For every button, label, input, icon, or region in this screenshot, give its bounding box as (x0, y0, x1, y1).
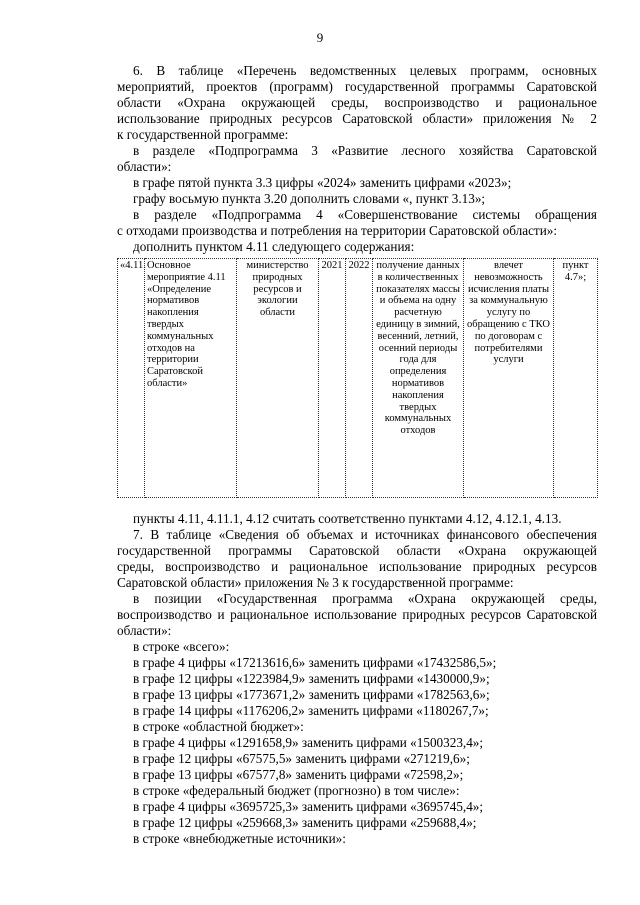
paragraph-line: в графе 4 цифры «17213616,6» заменить цифрами «17432586,5»; (133, 655, 497, 670)
paragraph-line: в разделе «Подпрограмма 4 «Совершенствование системы обращения (133, 207, 597, 222)
paragraph-line: в графе 4 цифры «3695725,3» заменить цифрами «3695745,4»; (133, 799, 484, 814)
paragraph-line: использование природных ресурсов Саратовской области» приложения № 2 (117, 111, 597, 126)
paragraph-line: в графе 12 цифры «1223984,9» заменить цифрами «1430000,9»; (133, 671, 490, 686)
paragraph-line: в строке «внебюджетные источники»: (133, 831, 346, 846)
paragraph-line: в графе 4 цифры «1291658,9» заменить цифрами «1500323,4»; (133, 735, 484, 750)
paragraph-line: воспроизводство и рациональное использование природных ресурсов Саратовской (117, 607, 597, 622)
consequence-cell: влечет невозможность исчисления платы за коммунальную услугу по обращению с ТКО по договорам с потребителями услуги (464, 259, 554, 498)
paragraph-line: в разделе «Подпрограмма 3 «Развитие лесного хозяйства Саратовской (133, 143, 597, 158)
paragraph-line: области»: (117, 159, 172, 174)
paragraph-line: государственной программы Саратовской области «Охрана окружающей (117, 543, 597, 558)
item-number-cell: «4.11. (118, 259, 145, 498)
paragraph-line: в графе 13 цифры «1773671,2» заменить цифрами «1782563,6»; (133, 687, 490, 702)
end-year-cell: 2022 (346, 259, 373, 498)
table-row (118, 259, 598, 498)
paragraph-line: пункты 4.11, 4.11.1, 4.12 считать соответственно пунктами 4.12, 4.12.1, 4.13. (133, 511, 562, 526)
paragraph-line: 7. В таблице «Сведения об объемах и источниках финансового обеспечения (133, 527, 597, 542)
paragraph-line: в строке «всего»: (133, 639, 230, 654)
executor-cell: министерство природных ресурсов и экологии области (237, 259, 319, 498)
result-cell: получение данных в количественных показателях массы и объема на одну расчетную единицу в зимний, весенний, летний, осенний периоды года для определения нормативов накопления твердых коммунальных отходов (373, 259, 464, 498)
paragraph-line: в графе 13 цифры «67577,8» заменить цифрами «72598,2»; (133, 767, 464, 782)
paragraph-line: в графе пятой пункта 3.3 цифры «2024» заменить цифрами «2023»; (133, 175, 512, 190)
program-table (117, 258, 598, 498)
paragraph-line: среды, воспроизводство и рациональное использование природных ресурсов (117, 559, 597, 574)
paragraph-line: 6. В таблице «Перечень ведомственных целевых программ, основных (133, 63, 597, 78)
measure-name-cell: Основное мероприятие 4.11 «Определение нормативов накопления твердых коммунальных отходов на территории Саратовской области» (145, 259, 237, 498)
paragraph-line: мероприятий, проектов (программ) государственной программы Саратовской (117, 79, 597, 94)
paragraph-line: области «Охрана окружающей среды, воспроизводство и рациональное (117, 95, 597, 110)
paragraph-line: в графе 12 цифры «67575,5» заменить цифрами «271219,6»; (133, 751, 470, 766)
paragraph-line: в графе 12 цифры «259668,3» заменить цифрами «259688,4»; (133, 815, 477, 830)
paragraph-line: Саратовской области» приложения № 3 к государственной программе: (117, 575, 514, 590)
paragraph-line: в графе 14 цифры «1176206,2» заменить цифрами «1180267,7»; (133, 703, 489, 718)
paragraph-line: дополнить пунктом 4.11 следующего содержания: (133, 239, 415, 254)
paragraph-line: с отходами производства и потребления на территории Саратовской области»: (117, 223, 558, 238)
paragraph-line: в позиции «Государственная программа «Охрана окружающей среды, (133, 591, 597, 606)
start-year-cell: 2021 (319, 259, 346, 498)
paragraph-line: графу восьмую пункта 3.20 дополнить словами «, пункт 3.13»; (133, 191, 486, 206)
link-cell: пункт 4.7»; (554, 259, 598, 498)
paragraph-line: к государственной программе: (117, 127, 289, 142)
page-number: 9 (316, 30, 324, 45)
paragraph-line: в строке «областной бюджет»: (133, 719, 304, 734)
paragraph-line: в строке «федеральный бюджет (прогнозно) в том числе»: (133, 783, 460, 798)
paragraph-line: области»: (117, 623, 172, 638)
